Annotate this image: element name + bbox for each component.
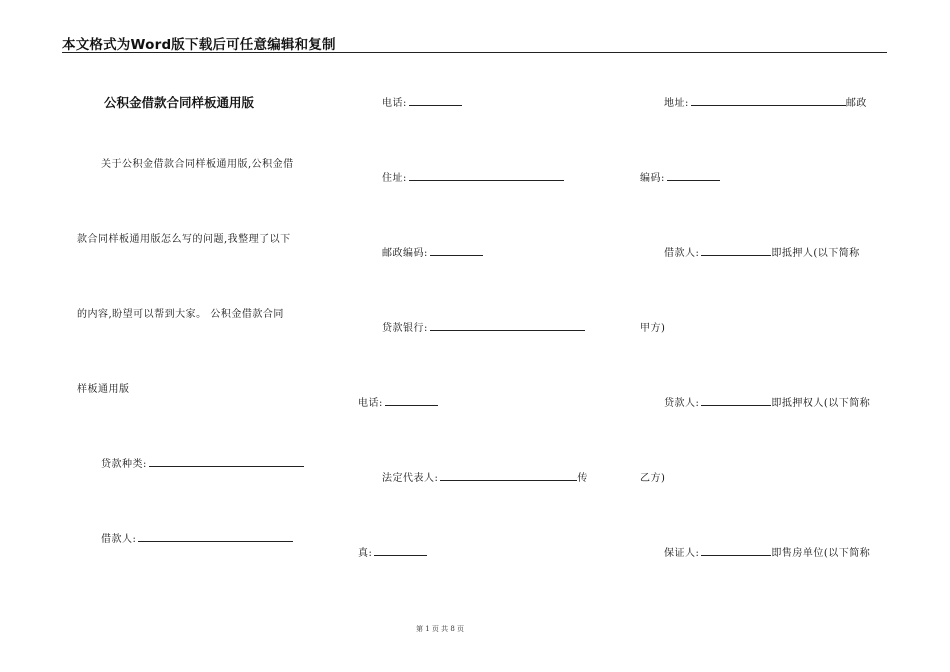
intro-line-2: 款合同样板通用版怎么写的问题,我整理了以下 [77,234,291,245]
lender-label: 贷款人: [664,398,700,409]
phone-blank-1 [409,95,462,106]
guarantor-suffix: 即售房单位(以下简称 [771,548,871,559]
loan-type-blank [149,456,304,467]
postcode-blank-1 [430,245,483,256]
party-b-label: 乙方) [640,473,666,484]
guarantor-label: 保证人: [664,548,700,559]
lender-field [664,394,870,409]
borrower-mortgagor-field [664,244,860,259]
party-a-label: 甲方) [640,323,666,334]
postcode-label-2: 编码: [640,173,665,184]
borrower-mortgagor-suffix: 即抵押人(以下简称 [771,248,860,259]
postal-suffix: 邮政 [845,98,867,109]
phone-field-2 [358,394,438,409]
phone-label-2: 电话: [358,398,383,409]
bank-field [382,319,585,334]
postcode-field-2 [640,169,720,184]
fax-suffix: 传 [577,473,588,484]
legal-rep-field [382,469,588,484]
loan-type-label: 贷款种类: [101,459,147,470]
address-blank-2 [691,95,846,106]
address-field-2 [664,94,867,109]
phone-label-1: 电话: [382,98,407,109]
fax-field [358,544,427,559]
bank-blank [430,320,585,331]
borrower-mortgagor-label: 借款人: [664,248,700,259]
intro-line-1: 关于公积金借款合同样板通用版,公积金借 [101,159,294,170]
header-divider [62,52,887,53]
legal-rep-label: 法定代表人: [382,473,439,484]
fax-blank [374,545,427,556]
header-title: 本文格式为Word版下载后可任意编辑和复制 [62,37,336,53]
borrower-mortgagor-blank [701,245,771,256]
phone-blank-2 [385,395,438,406]
page-footer: 第 1 页 共 8 页 [415,625,465,633]
borrower-label: 借款人: [101,534,137,545]
lender-suffix: 即抵押权人(以下简称 [771,398,871,409]
address-label-1: 住址: [382,173,407,184]
address-blank-1 [409,170,564,181]
legal-rep-blank [440,470,577,481]
postcode-blank-2 [667,170,720,181]
postcode-field-1 [382,244,483,259]
guarantor-blank [701,545,771,556]
postcode-label-1: 邮政编码: [382,248,428,259]
address-field-1 [382,169,564,184]
document-title: 公积金借款合同样板通用版 [104,95,255,110]
phone-field-1 [382,94,462,109]
borrower-blank [138,531,293,542]
intro-line-3: 的内容,盼望可以帮到大家。 公积金借款合同 [77,309,284,320]
borrower-field [101,530,293,545]
bank-label: 贷款银行: [382,323,428,334]
loan-type-field [101,455,304,470]
fax-label: 真: [358,548,373,559]
intro-line-4: 样板通用版 [77,384,130,395]
address-label-2: 地址: [664,98,689,109]
lender-blank [701,395,771,406]
guarantor-field [664,544,870,559]
